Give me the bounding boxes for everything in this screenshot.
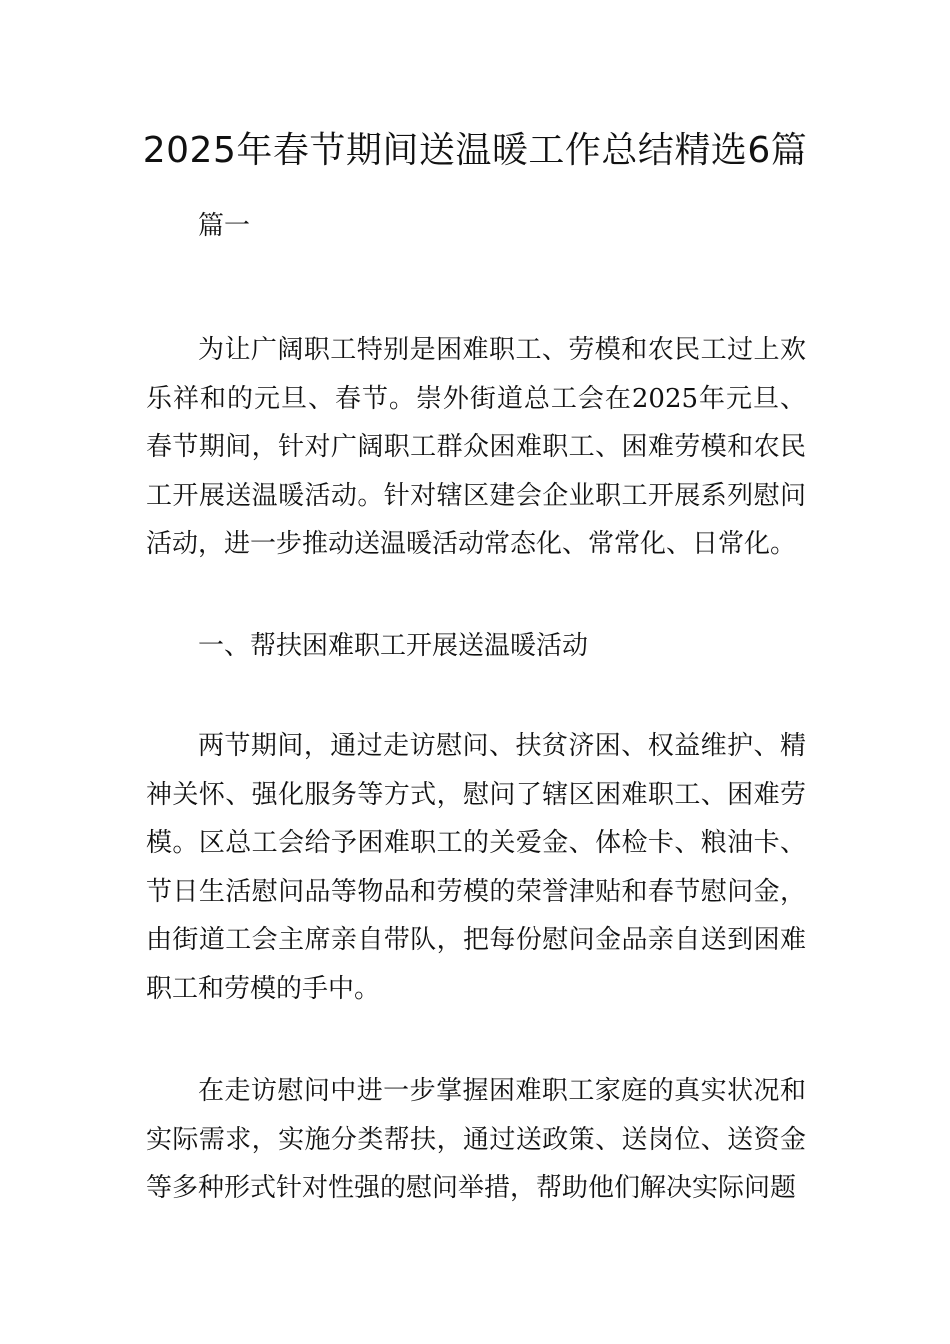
paragraph-3: 在走访慰问中进一步掌握困难职工家庭的真实状况和实际需求，实施分类帮扶，通过送政策、送岗位、送资金等多种形式针对性强的慰问举措，帮助他们解决实际问题 [146, 1076, 806, 1203]
document-title: 2025年春节期间送温暖工作总结精选6篇 [142, 130, 808, 171]
section-label: 篇一 [198, 211, 251, 241]
paragraph-1: 为让广阔职工特别是困难职工、劳模和农民工过上欢乐祥和的元旦、春节。崇外街道总工会在2025年元旦、春节期间，针对广阔职工群众困难职工、困难劳模和农民工开展送温暖活动。针对辖区建会企业职工开展系列慰问活动，进一步推动送温暖活动常态化、常常化、日常化。 [146, 335, 806, 559]
section-heading-1: 一、帮扶困难职工开展送温暖活动 [198, 631, 589, 661]
paragraph-2: 两节期间，通过走访慰问、扶贫济困、权益维护、精神关怀、强化服务等方式，慰问了辖区困难职工、困难劳模。区总工会给予困难职工的关爱金、体检卡、粮油卡、节日生活慰问品等物品和劳模的荣誉津贴和春节慰问金，由街道工会主席亲自带队，把每份慰问金品亲自送到困难职工和劳模的手中。 [146, 731, 806, 1004]
